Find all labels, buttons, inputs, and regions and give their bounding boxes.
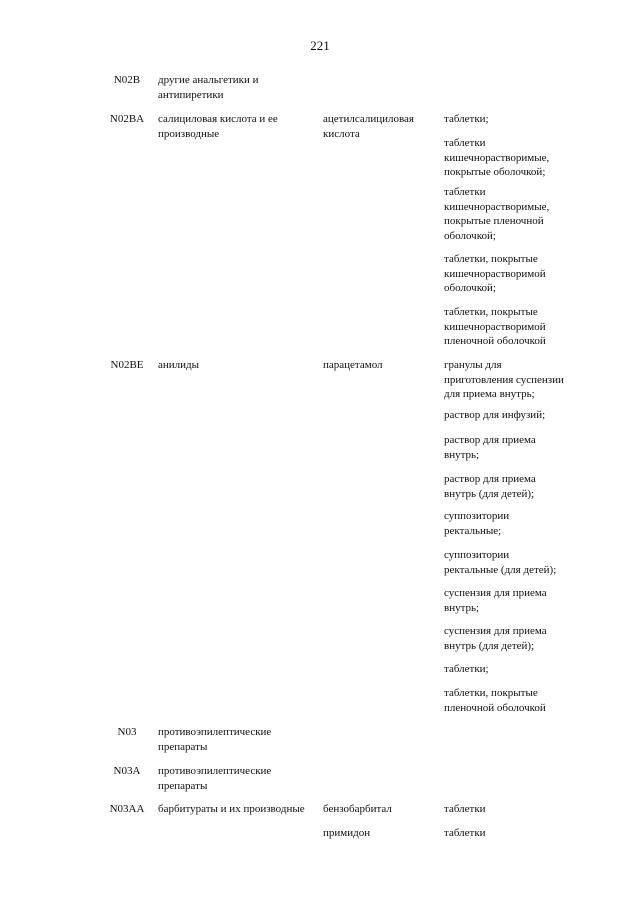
text-line: таблетки [444,186,486,198]
text-line: препараты [158,779,208,792]
text-line: кишечнорастворимые, [444,200,550,213]
atc-group-name: барбитураты и их производные [158,803,305,815]
text-line: покрытые пленочной [444,215,544,227]
dosage-form [444,136,549,180]
text-line: внутрь (для детей); [444,639,535,652]
text-line: противоэпилептические [158,726,272,738]
atc-code: N02BE [110,359,144,371]
text-line: оболочкой; [444,282,496,294]
text-line: суппозитории [444,549,510,561]
text-line: суспензия для приема [444,625,547,637]
dosage-form [444,185,549,243]
text-line: для приема внутрь; [444,388,535,400]
drug-name: парацетамол [323,359,383,371]
text-line: таблетки, покрытые [444,687,538,699]
text-line: ректальные (для детей); [444,563,557,576]
dosage-form [444,586,547,615]
atc-group-name [158,73,259,102]
dosage-form [444,662,489,677]
text-line: внутрь (для детей); [444,487,535,500]
text-line: салициловая кислота и ее [158,113,278,125]
dosage-form [444,472,536,501]
text-line: покрытые оболочкой; [444,166,546,178]
text-line: кишечнорастворимые, [444,151,550,164]
drug-name: бензобарбитал [323,803,392,815]
text-line: производные [158,127,220,140]
text-line: кишечнорастворимой [444,267,546,280]
dosage-form: таблетки [444,827,486,839]
text-line: приготовления суспензии [444,373,564,386]
atc-group-name [158,725,271,754]
text-line: таблетки, покрытые [444,306,538,318]
text-line: суппозитории [444,510,510,522]
text-line: таблетки; [444,663,489,675]
atc-code: N03AA [109,803,145,815]
atc-code: N02B [113,74,141,86]
text-line: внутрь; [444,448,480,461]
dosage-form: таблетки [444,803,486,815]
text-line: кислота [323,127,360,140]
text-line: противоэпилептические [158,765,272,777]
atc-code: N02BA [109,113,145,125]
dosage-form [444,433,536,462]
dosage-form [444,252,546,296]
atc-group-name [158,764,271,793]
text-line: внутрь; [444,601,480,614]
text-line: пленочной оболочкой [444,335,546,347]
page-number: 221 [310,38,330,53]
text-line: раствор для инфузий; [444,409,546,421]
text-line: ректальные; [444,524,502,537]
text-line: антипиретики [158,88,224,101]
text-line: ацетилсалициловая [323,113,414,125]
text-line: таблетки [444,137,486,149]
dosage-form [444,624,547,653]
dosage-form [444,408,545,423]
text-line: суспензия для приема [444,587,547,599]
text-line: оболочкой; [444,229,496,242]
text-line: таблетки, покрытые [444,253,538,265]
text-line: препараты [158,740,208,753]
atc-group-name [158,112,278,141]
atc-code: N03 [117,726,137,738]
dosage-form [444,358,564,402]
drug-name: примидон [323,827,371,839]
dosage-form [444,509,509,538]
text-line: другие анальгетики и [158,74,259,86]
atc-group-name: анилиды [158,359,200,371]
text-line: таблетки; [444,113,489,125]
atc-code: N03A [113,765,141,777]
dosage-form [444,548,556,577]
text-line: раствор для приема [444,434,536,446]
text-line: раствор для приема [444,473,536,485]
drug-name [323,112,414,141]
text-line: кишечнорастворимой [444,320,546,333]
dosage-form [444,305,546,349]
dosage-form [444,686,546,715]
text-line: гранулы для [444,359,502,371]
dosage-form [444,112,489,127]
text-line: пленочной оболочкой [444,701,546,714]
